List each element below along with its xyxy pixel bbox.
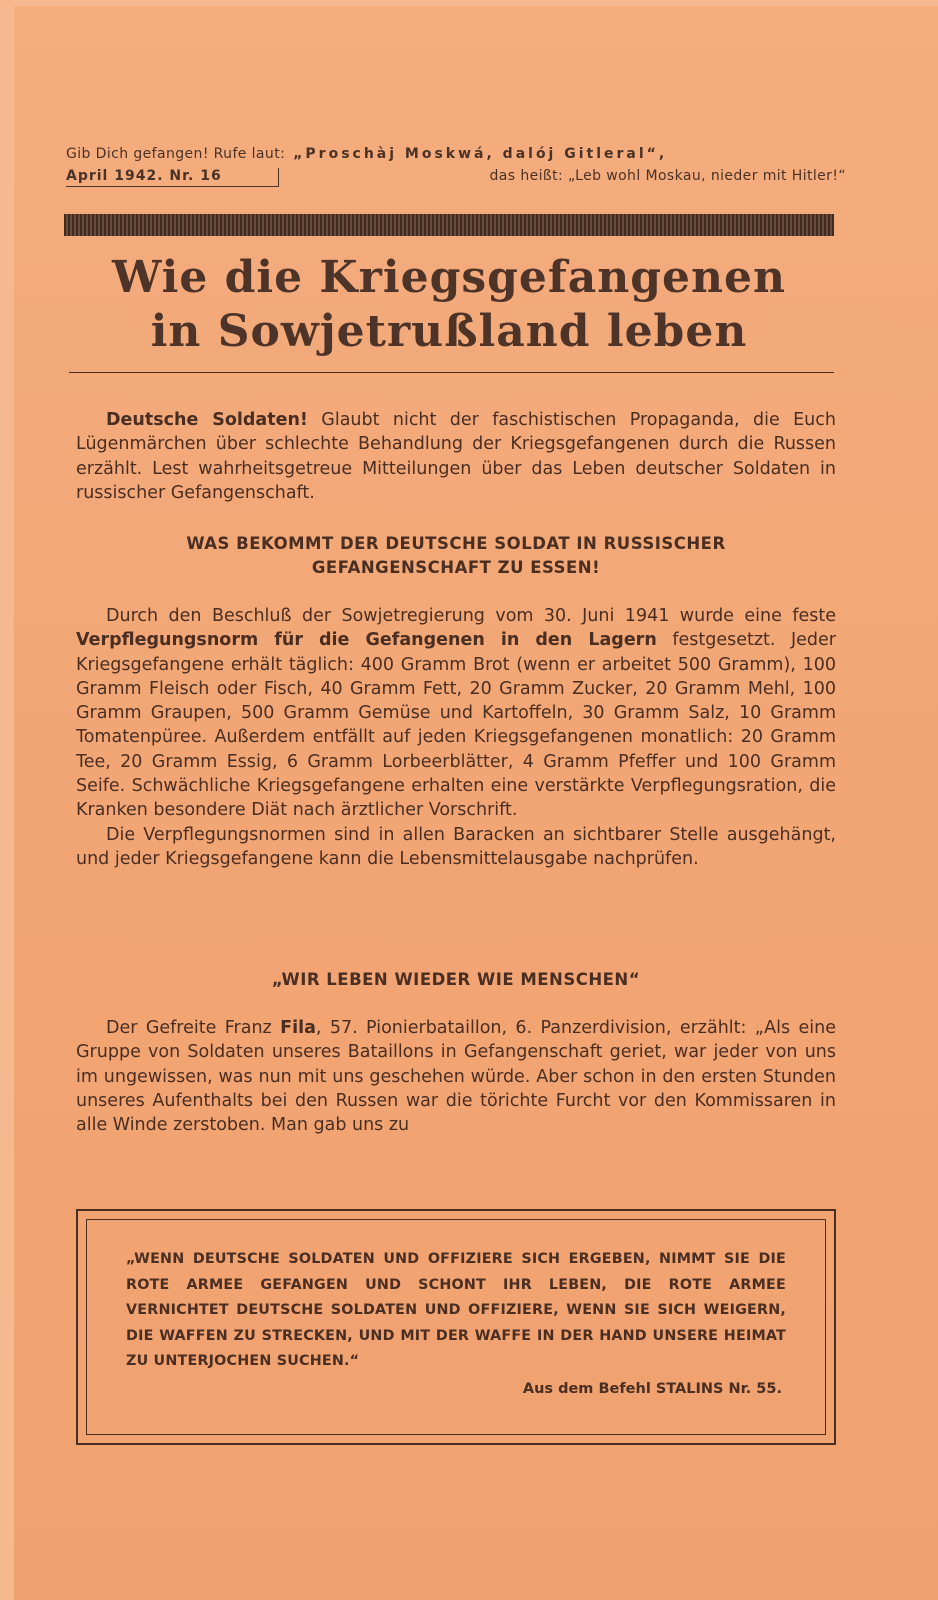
testimony-name: Fila [280,1018,316,1038]
header-second-line [66,168,846,187]
section-food-body [76,604,836,871]
section-testimony-heading: „WIR LEBEN WIEDER WIE MENSCHEN“ [271,970,641,989]
intro-lead: Deutsche Soldaten! [106,410,308,430]
food-text-a: Durch den Beschluß der Sowjetregierung vom 30. Juni 1941 wurde eine feste [106,606,836,626]
stalin-quote-box [76,1209,836,1445]
call-text: Gib Dich gefangen! Rufe laut: [66,146,286,162]
title-line-2: in Sowjetrußland leben [150,306,748,357]
title-line-1: Wie die Kriegsgefangenen [111,252,787,303]
section-testimony-body [76,1016,836,1137]
leaflet-header [66,146,846,187]
title-divider [69,372,834,373]
food-text-b: festgesetzt. Jeder Kriegsgefangene erhält täglich: 400 Gramm Brot (wenn er arbeitet 500 Gramm), 100 Gramm Fleisch oder Fisch, 40 Gramm Fett, 20 Gramm Zucker, 20 Gramm Mehl, 100 Gramm Graupen, 500 Gramm Gemüse und Kartoffeln, 30 Gramm Salz, 10 Gramm Tomatenpüree. Außerdem entfällt auf jeden Kriegsgefangenen monatlich: 20 Gramm Tee, 20 Gramm Essig, 6 Gramm Lorbeerblätter, 4 Gramm Pfeffer und 100 Gramm Seife. Schwächliche Kriegsgefangene erhalten eine verstärkte Verpflegungsration, die Kranken besondere Diät nach ärztlicher Vorschrift. [76,630,837,821]
quote-source: Aus dem Befehl STALINS Nr. 55. [522,1381,782,1397]
testimony-text-a: Der Gefreite Franz [106,1018,281,1038]
issue-number: April 1942. Nr. 16 [66,168,279,187]
food-norm-highlight: Verpflegungsnorm für die Gefangenen in den Lagern [76,630,657,651]
russian-phrase: „Proschàj Moskwá, dalój Gitleral“, [293,146,668,162]
food-paragraph-1 [76,604,836,823]
quote-text: „WENN DEUTSCHE SOLDATEN UND OFFIZIERE SICH ERGEBEN, NIMMT SIE DIE ROTE ARMEE GEFANGEN UND SCHONT IHR LEBEN, DIE ROTE ARMEE VERNICHTET DEUTSCHE SOLDATEN UND OFFIZIERE, WENN SIE SICH WEIGERN, DIE WAFFEN ZU STRECKEN, UND MIT DER WAFFE IN DER HAND UNSERE HEIMAT ZU UNTERJOCHEN SUCHEN.“ [126,1251,786,1369]
testimony-paragraph [76,1016,836,1137]
intro-paragraph [76,408,836,505]
decorative-bar [64,214,834,236]
testimony-text-b: , 57. Pionierbataillon, 6. Panzerdivision, erzählt: „Als eine Gruppe von Soldaten unseres Bataillons in Gefangenschaft geriet, war jeder von uns im ungewissen, was nun mit uns geschehen würde. Aber schon in den ersten Stunden unseres Aufenthalts bei den Russen war die törichte Furcht vor den Kommissaren in alle Winde zerstoben. Man gab uns zu [76,1018,836,1136]
section-food-heading-line-1: WAS BEKOMMT DER DEUTSCHE SOLDAT IN RUSSISCHER [186,534,726,553]
page-title [64,251,834,359]
phrase-translation: das heißt: „Leb wohl Moskau, nieder mit Hitler!“ [489,168,846,184]
section-food-heading-line-2: GEFANGENSCHAFT ZU ESSEN! [311,558,601,577]
intro-text: Glaubt nicht der faschistischen Propaganda, die Euch Lügenmärchen über schlechte Behandlung der Kriegsgefangenen durch die Russen erzählt. Lest wahrheitsgetreue Mitteilungen über das Leben deutscher Soldaten in russischer Gefangenschaft. [76,410,836,503]
section-food-heading [76,532,836,580]
food-paragraph-2: Die Verpflegungsnormen sind in allen Baracken an sichtbarer Stelle ausgehängt, und jeder Kriegsgefangene kann die Lebensmittelausgabe nachprüfen. [76,824,836,869]
surrender-call [66,146,846,162]
